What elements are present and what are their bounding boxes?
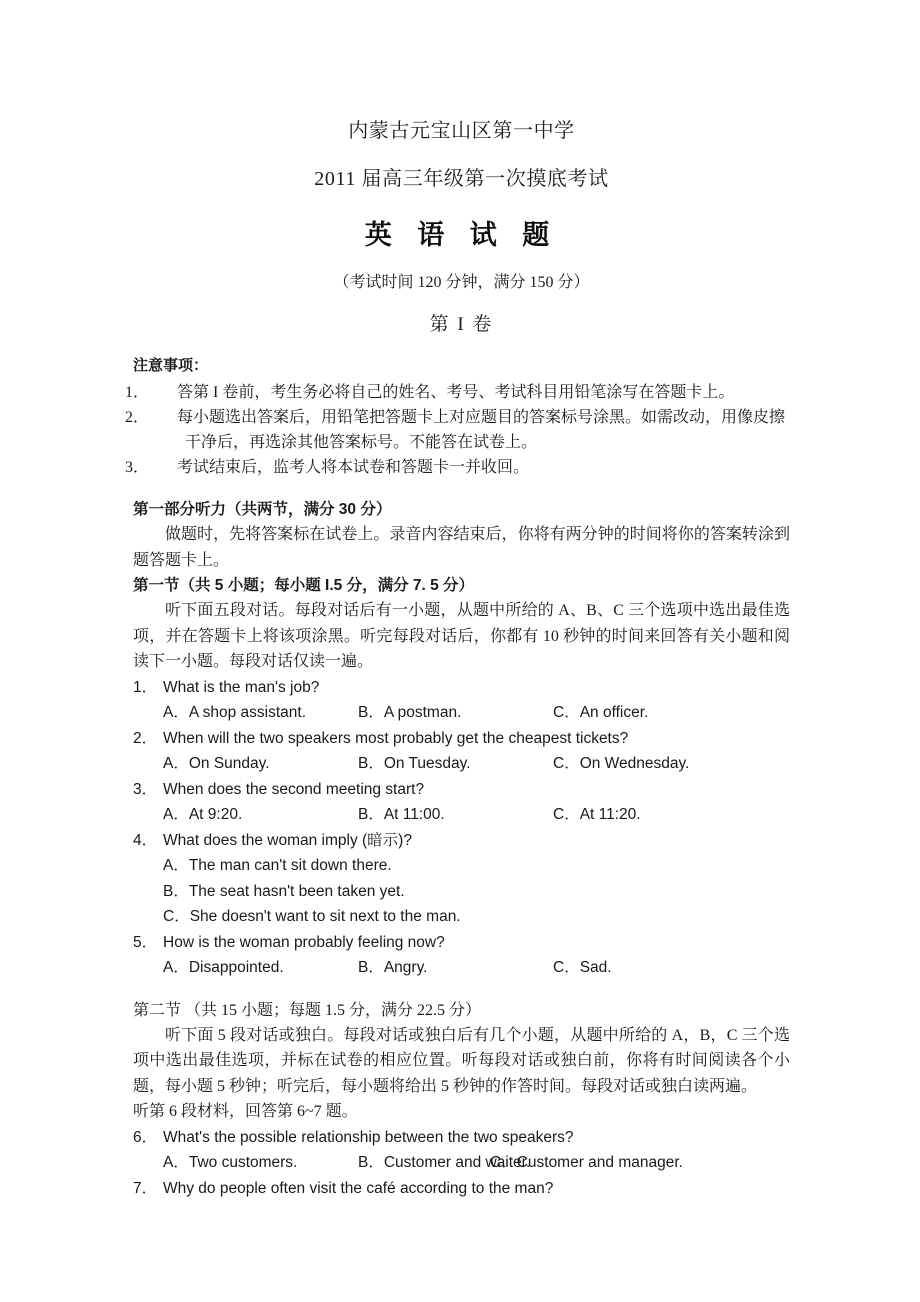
option-c[interactable]: C．She doesn't want to sit next to the man. (163, 908, 461, 925)
option-a[interactable]: A．A shop assistant. (163, 704, 307, 721)
spacer (133, 981, 790, 998)
option-row (133, 1150, 790, 1176)
exam-meta: （考试时间 120 分钟，满分 150 分） (333, 274, 590, 291)
option-a[interactable]: A．At 9:20. (163, 806, 243, 823)
question-number: 2． (133, 729, 158, 747)
option-a[interactable]: A．Two customers. (163, 1154, 298, 1171)
paper-number: 第 I 卷 (429, 314, 494, 335)
option-c[interactable]: C．On Wednesday. (553, 755, 690, 772)
question-stem (133, 930, 790, 956)
option-row (133, 955, 790, 981)
question-text: What does the woman imply (暗示)? (163, 831, 412, 849)
notice-item (125, 455, 790, 480)
option-b[interactable]: B．The seat hasn't been taken yet. (163, 882, 405, 900)
part-one-heading: 第一部分听力（共两节，满分 30 分） (133, 501, 392, 518)
school-name: 内蒙古元宝山区第一中学 (348, 120, 575, 142)
notice-item (125, 405, 790, 455)
document-content (125, 118, 790, 1201)
notice-heading: 注意事项： (133, 357, 209, 374)
option-c[interactable]: C．Customer and manager. (490, 1154, 683, 1171)
section-two-material-note: 听第 6 段材料，回答第 6~7 题。 (133, 1103, 358, 1120)
option-row (133, 802, 790, 828)
notice-item (125, 380, 790, 405)
question-text: How is the woman probably feeling now? (163, 933, 445, 951)
section-two-heading: 第二节 （共 15 小题；每题 1.5 分，满分 22.5 分） (133, 1001, 482, 1019)
question-text: Why do people often visit the café according to the man? (163, 1179, 554, 1197)
question-text: When does the second meeting start? (163, 780, 425, 798)
option-row (133, 700, 790, 726)
question-stem (133, 777, 790, 803)
question-number: 3． (133, 780, 158, 798)
section-one-intro: 听下面五段对话。每段对话后有一小题，从题中所给的 A、B、C 三个选项中选出最佳选项，并在答题卡上将该项涂黑。听完每段对话后，你都有 10 秒钟的时间来回答有关小题和阅读下一小题。每段对话仅读一遍。 (133, 602, 790, 670)
exam-name: 2011 届高三年级第一次摸底考试 (314, 168, 609, 190)
subject-title: 英 语 试 题 (364, 220, 559, 250)
option-b[interactable]: B．Angry. (358, 959, 428, 976)
question-number: 1． (133, 678, 158, 696)
option-a[interactable]: A．On Sunday. (163, 755, 270, 772)
question-number: 5． (133, 933, 158, 951)
notice-item-number: 3． (125, 459, 150, 476)
option-c[interactable]: C．Sad. (553, 959, 612, 976)
question-number: 4． (133, 831, 158, 849)
notice-item-number: 1． (125, 384, 150, 401)
question-number: 6． (133, 1128, 158, 1146)
question-stem (133, 675, 790, 701)
question-number: 7． (133, 1179, 158, 1197)
part-one-intro: 做题时，先将答案标在试卷上。录音内容结束后，你将有两分钟的时间将你的答案转涂到题答题卡上。 (133, 526, 790, 569)
notice-item-number: 2． (125, 409, 150, 426)
question-stem (133, 726, 790, 752)
option-b[interactable]: B．At 11:00. (358, 806, 445, 823)
option-c[interactable]: C．At 11:20. (553, 806, 641, 823)
notice-list (125, 380, 790, 480)
option-b[interactable]: B．A postman. (358, 704, 462, 721)
notice-item-text: 考试结束后，监考人将本试卷和答题卡一并收回。 (177, 459, 530, 476)
option-b[interactable]: B．On Tuesday. (358, 755, 471, 772)
section-one-heading: 第一节（共 5 小题；每小题 I.5 分，满分 7. 5 分） (133, 577, 475, 594)
question-stem (133, 828, 790, 854)
question-stem (133, 1176, 790, 1202)
question-text: When will the two speakers most probably get the cheapest tickets? (163, 729, 629, 747)
notice-item-text: 每小题选出答案后，用铅笔把答题卡上对应题目的答案标号涂黑。如需改动，用像皮擦干净后，再选涂其他答案标号。不能答在试卷上。 (177, 409, 786, 451)
spacer (133, 480, 790, 497)
option-a[interactable]: A．Disappointed. (163, 959, 284, 976)
option-row (133, 751, 790, 777)
question-text: What's the possible relationship between the two speakers? (163, 1128, 574, 1146)
section-two-intro: 听下面 5 段对话或独白。每段对话或独白后有几个小题，从题中所给的 A，B，C 三个选项中选出最佳选项，并标在试卷的相应位置。听每段对话或独白前，你将有时间阅读各个小题，每小题 5 秒钟；听完后，每小题将给出 5 秒钟的作答时间。每段对话或独白读两遍。 (133, 1026, 790, 1095)
option-c[interactable]: C．An officer. (553, 704, 649, 721)
option-a[interactable]: A．The man can't sit down there. (163, 857, 392, 874)
question-stem (133, 1125, 790, 1151)
question-text: What is the man's job? (163, 678, 320, 696)
notice-item-text: 答第 I 卷前，考生务必将自己的姓名、考号、考试科目用铅笔涂写在答题卡上。 (177, 384, 735, 401)
option-b[interactable]: B．Customer and waiter. (358, 1154, 531, 1171)
